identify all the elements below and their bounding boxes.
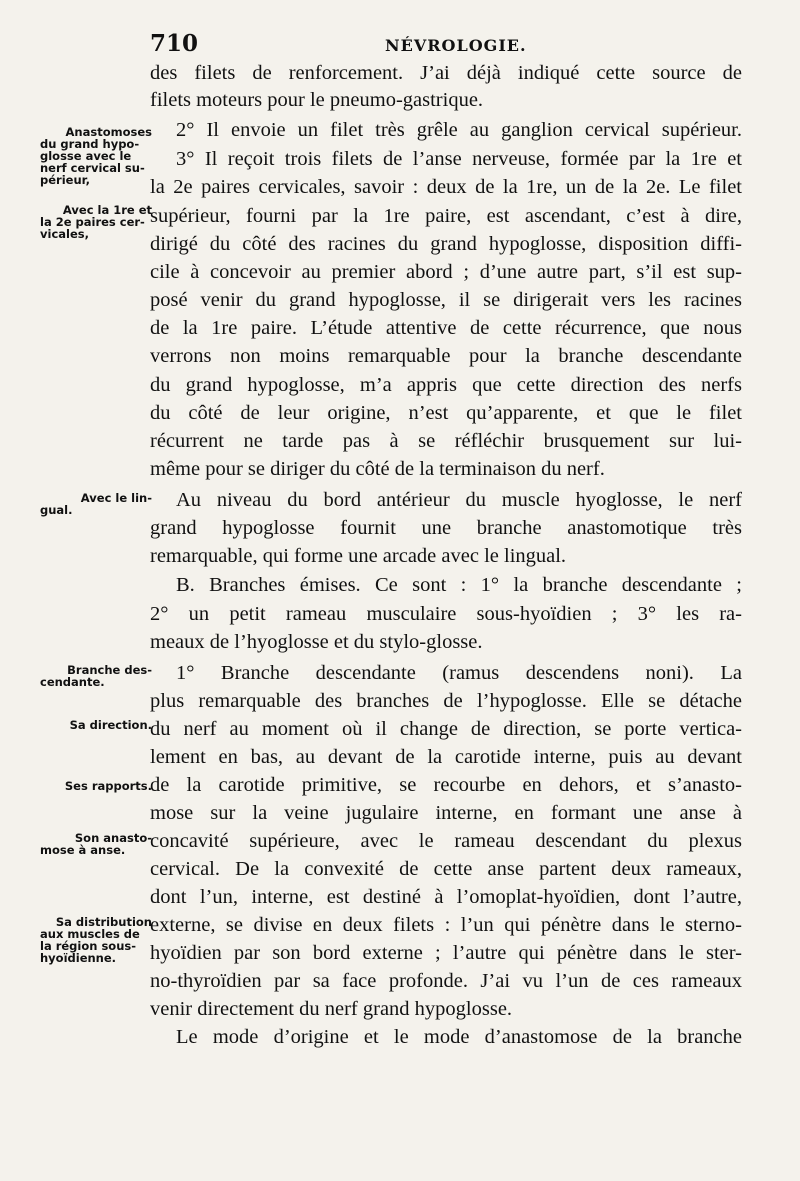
marginal-note: gual. bbox=[40, 503, 73, 517]
text-line: 2° un petit rameau musculaire sous-hyoïdien ; 3° les ra- bbox=[150, 603, 742, 625]
text-line: du côté de leur origine, n’est qu’apparente, et que le filet bbox=[150, 402, 742, 424]
marginal-note: glosse avec le bbox=[40, 149, 132, 163]
marginal-note: vicales, bbox=[40, 227, 89, 241]
text-line: du grand hypoglosse, m’a appris que cette direction des nerfs bbox=[150, 374, 742, 396]
marginal-note: Avec le lin- bbox=[80, 491, 152, 505]
text-line: Le mode d’origine et le mode d’anastomose de la branche bbox=[176, 1026, 742, 1048]
text-line: venir directement du nerf grand hypoglosse. bbox=[150, 998, 513, 1020]
text-line: B. Branches émises. Ce sont : 1° la branche descendante ; bbox=[176, 574, 742, 596]
text-line: 3° Il reçoit trois filets de l’anse nerveuse, formée par la 1re et bbox=[176, 148, 742, 170]
marginal-note: aux muscles de bbox=[40, 927, 140, 941]
marginal-note: la 2e paires cer- bbox=[40, 215, 145, 229]
marginal-note: du grand hypo- bbox=[40, 137, 140, 151]
text-line: du nerf au moment où il change de direction, se porte vertica- bbox=[150, 718, 742, 740]
text-line: concavité supérieure, avec le rameau descendant du plexus bbox=[150, 830, 742, 852]
marginal-note: nerf cervical su- bbox=[40, 161, 145, 175]
text-line: de la 1re paire. L’étude attentive de cette récurrence, que nous bbox=[150, 317, 742, 339]
text-line: de la carotide primitive, se recourbe en dehors, et s’anasto- bbox=[150, 774, 742, 796]
text-line: 1° Branche descendante (ramus descendens noni). La bbox=[176, 662, 742, 684]
marginal-note: Avec la 1re et bbox=[62, 203, 152, 217]
text-line: dirigé du côté des racines du grand hypoglosse, disposition diffi- bbox=[150, 233, 742, 255]
text-line: des filets de renforcement. J’ai déjà indiqué cette source de bbox=[150, 62, 742, 84]
text-line: posé venir du grand hypoglosse, il se dirigerait vers les racines bbox=[150, 289, 742, 311]
page-header bbox=[150, 30, 750, 60]
marginal-note: Branche des- bbox=[67, 663, 152, 677]
text-line: supérieur, fourni par la 1re paire, est ascendant, c’est à dire, bbox=[150, 205, 742, 227]
text-line: mose sur la veine jugulaire interne, en formant une anse à bbox=[150, 802, 742, 824]
marginal-note: Ses rapports. bbox=[64, 779, 152, 793]
text-line: filets moteurs pour le pneumo-gastrique. bbox=[150, 89, 484, 111]
text-line: la 2e paires cervicales, savoir : deux de la 1re, un de la 2e. Le filet bbox=[150, 176, 742, 198]
text-line: cile à concevoir au premier abord ; d’une autre part, s’il est sup- bbox=[150, 261, 742, 283]
text-line: no-thyroïdien par sa face profonde. J’ai vu l’un de ces rameaux bbox=[150, 970, 742, 992]
text-line: remarquable, qui forme une arcade avec le lingual. bbox=[150, 545, 567, 567]
marginal-note: la région sous- bbox=[40, 939, 136, 953]
marginal-note: Sa distribution bbox=[55, 915, 152, 929]
marginal-note: mose à anse. bbox=[40, 843, 126, 857]
text-line: récurrent ne tarde pas à se réfléchir brusquement sur lui- bbox=[150, 430, 742, 452]
text-line: même pour se diriger du côté de la terminaison du nerf. bbox=[150, 458, 605, 480]
marginal-note: hyoïdienne. bbox=[40, 951, 117, 965]
marginal-note: périeur, bbox=[40, 173, 90, 187]
text-line: verrons non moins remarquable pour la branche descendante bbox=[150, 345, 742, 367]
marginal-note: Sa direction. bbox=[69, 718, 152, 732]
page-number: 710 bbox=[150, 30, 199, 57]
text-line: grand hypoglosse fournit une branche anastomotique très bbox=[150, 517, 742, 539]
running-title: NÉVROLOGIE. bbox=[385, 36, 527, 55]
text-line: dont l’un, interne, est destiné à l’omoplat-hyoïdien, dont l’autre, bbox=[150, 886, 742, 908]
marginal-note: cendante. bbox=[40, 675, 105, 689]
text-line: externe, se divise en deux filets : l’un qui pénètre dans le sterno- bbox=[150, 914, 742, 936]
text-line: plus remarquable des branches de l’hypoglosse. Elle se détache bbox=[150, 690, 742, 712]
text-line: 2° Il envoie un filet très grêle au ganglion cervical supérieur. bbox=[176, 119, 742, 141]
marginal-note: Son anasto- bbox=[74, 831, 152, 845]
text-line: cervical. De la convexité de cette anse partent deux rameaux, bbox=[150, 858, 742, 880]
text-line: meaux de l’hyoglosse et du stylo-glosse. bbox=[150, 631, 483, 653]
text-line: hyoïdien par son bord externe ; l’autre qui pénètre dans le ster- bbox=[150, 942, 742, 964]
text-line: lement en bas, au devant de la carotide interne, puis au devant bbox=[150, 746, 742, 768]
text-line: Au niveau du bord antérieur du muscle hyoglosse, le nerf bbox=[176, 489, 742, 511]
marginal-note: Anastomoses bbox=[65, 125, 152, 139]
